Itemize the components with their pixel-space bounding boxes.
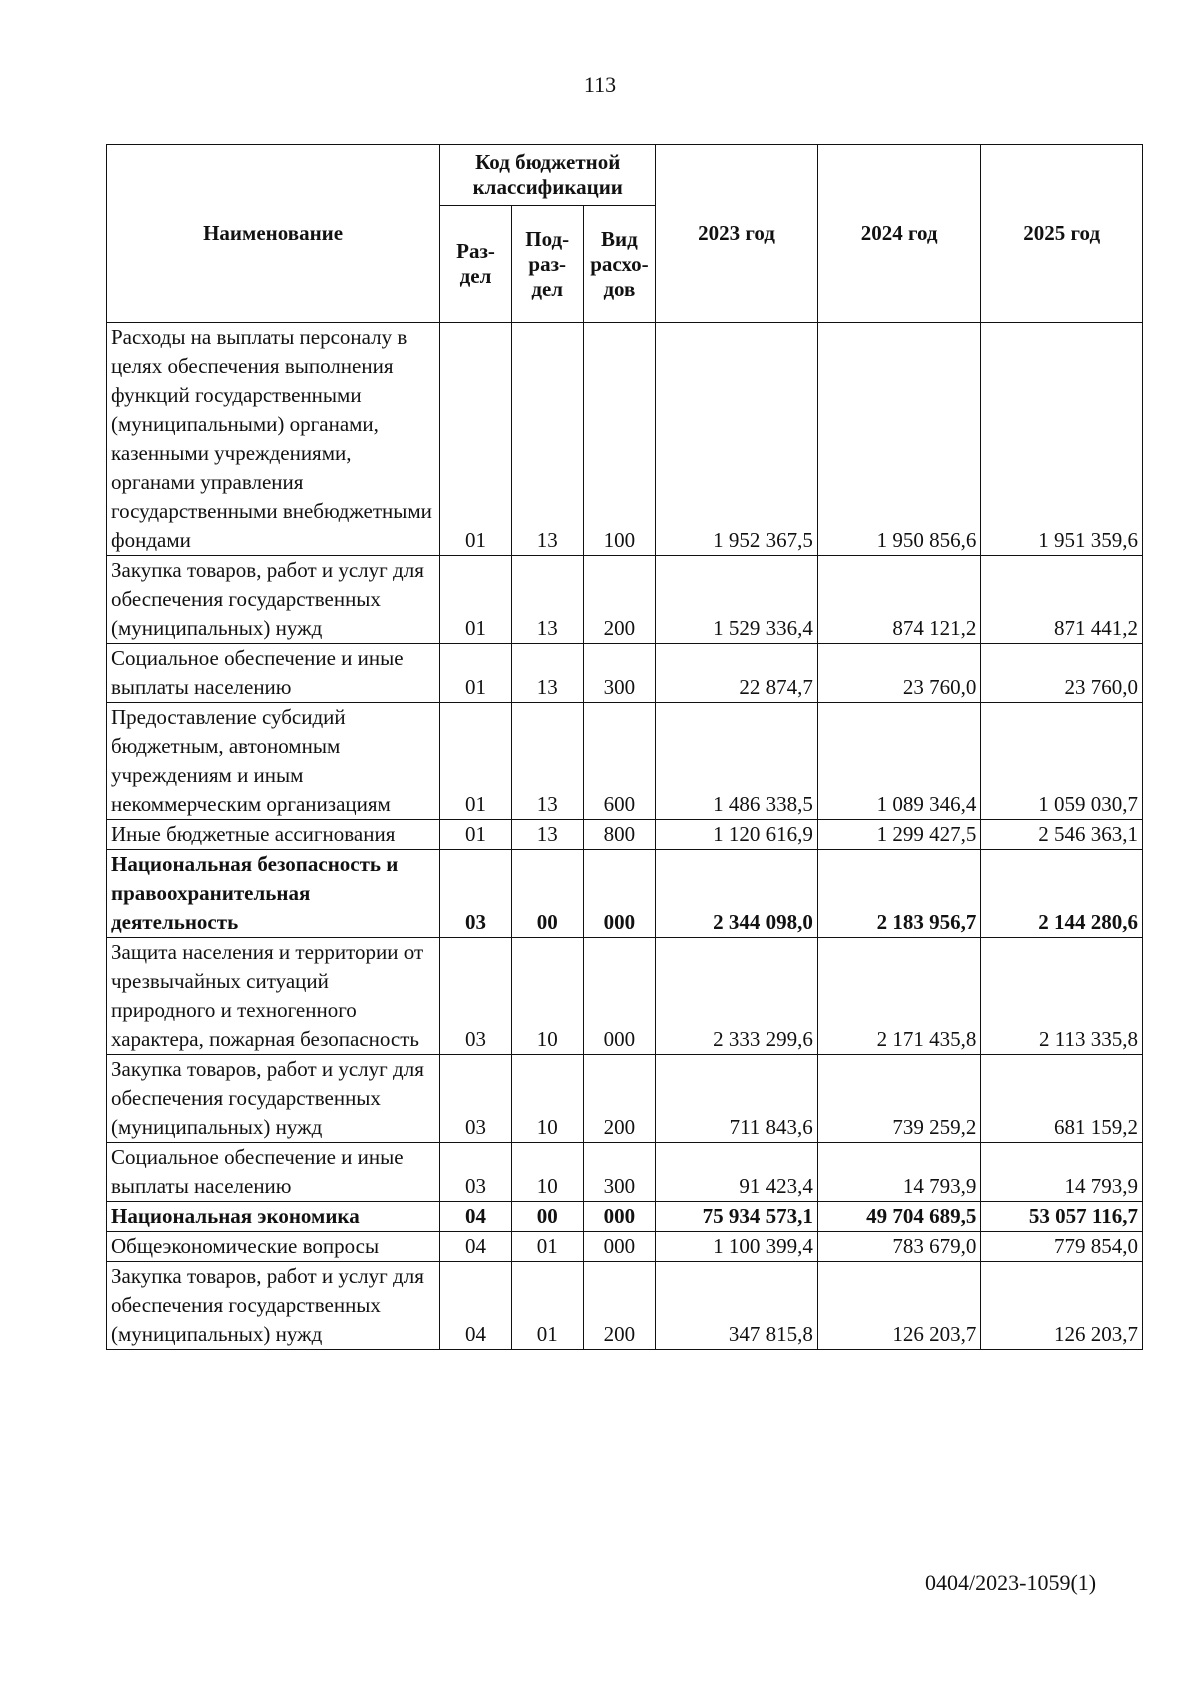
- row-value-2023: 711 843,6: [656, 1055, 818, 1143]
- row-expense-type: 600: [583, 703, 656, 820]
- header-2024: 2024 год: [817, 145, 981, 323]
- header-subsection-label: Под-раз-дел: [525, 226, 570, 301]
- row-expense-type: 000: [583, 938, 656, 1055]
- row-value-2024: 49 704 689,5: [817, 1202, 981, 1232]
- row-subsection: 10: [511, 1055, 583, 1143]
- row-value-2024: 739 259,2: [817, 1055, 981, 1143]
- row-value-2024: 23 760,0: [817, 644, 981, 703]
- row-name: Защита населения и территории от чрезвычайных ситуаций природного и техногенного характера, пожарная безопасность: [107, 938, 440, 1055]
- row-name: Расходы на выплаты персоналу в целях обеспечения выполнения функций государственными (муниципальными) органами, казенными учреждениями, органами управления государственными внебюджетными фондами: [107, 323, 440, 556]
- row-section: 03: [440, 850, 512, 938]
- row-name: Закупка товаров, работ и услуг для обеспечения государственных (муниципальных) нужд: [107, 556, 440, 644]
- row-value-2024: 1 299 427,5: [817, 820, 981, 850]
- row-subsection: 10: [511, 1143, 583, 1202]
- row-section: 03: [440, 938, 512, 1055]
- row-subsection: 13: [511, 644, 583, 703]
- row-value-2024: 2 183 956,7: [817, 850, 981, 938]
- row-name: Социальное обеспечение и иные выплаты населению: [107, 1143, 440, 1202]
- header-2023: 2023 год: [656, 145, 818, 323]
- header-section-label: Раз-дел: [456, 239, 495, 288]
- header-section: [440, 206, 512, 323]
- table-row: [107, 1262, 1143, 1350]
- row-subsection: 13: [511, 703, 583, 820]
- row-expense-type: 100: [583, 323, 656, 556]
- row-value-2025: 14 793,9: [981, 1143, 1143, 1202]
- row-value-2025: 2 144 280,6: [981, 850, 1143, 938]
- row-subsection: 13: [511, 323, 583, 556]
- table-row: [107, 556, 1143, 644]
- row-expense-type: 200: [583, 1055, 656, 1143]
- row-value-2023: 1 486 338,5: [656, 703, 818, 820]
- row-value-2025: 126 203,7: [981, 1262, 1143, 1350]
- page-number: 113: [583, 72, 617, 97]
- row-value-2023: 1 529 336,4: [656, 556, 818, 644]
- row-value-2025: 53 057 116,7: [981, 1202, 1143, 1232]
- row-value-2023: 91 423,4: [656, 1143, 818, 1202]
- row-value-2025: 2 546 363,1: [981, 820, 1143, 850]
- table-row: [107, 820, 1143, 850]
- header-expense-type-label: Вид расхо-дов: [590, 226, 649, 301]
- document-code: 0404/2023-1059(1): [925, 1570, 1097, 1595]
- row-value-2023: 75 934 573,1: [656, 1202, 818, 1232]
- row-expense-type: 000: [583, 1232, 656, 1262]
- header-2025: 2025 год: [981, 145, 1143, 323]
- header-code-group: Код бюджетной классификации: [440, 145, 656, 206]
- table-row: [107, 938, 1143, 1055]
- row-section: 01: [440, 644, 512, 703]
- table-row: [107, 850, 1143, 938]
- row-expense-type: 200: [583, 556, 656, 644]
- row-value-2024: 1 089 346,4: [817, 703, 981, 820]
- row-name: Национальная экономика: [107, 1202, 440, 1232]
- row-section: 01: [440, 820, 512, 850]
- row-section: 04: [440, 1202, 512, 1232]
- row-name: Иные бюджетные ассигнования: [107, 820, 440, 850]
- row-subsection: 01: [511, 1262, 583, 1350]
- table-header: [107, 145, 1143, 323]
- row-value-2024: 874 121,2: [817, 556, 981, 644]
- row-value-2024: 126 203,7: [817, 1262, 981, 1350]
- row-subsection: 00: [511, 1202, 583, 1232]
- row-value-2025: 2 113 335,8: [981, 938, 1143, 1055]
- row-name: Закупка товаров, работ и услуг для обеспечения государственных (муниципальных) нужд: [107, 1262, 440, 1350]
- row-section: 01: [440, 556, 512, 644]
- row-section: 03: [440, 1143, 512, 1202]
- table-row: [107, 703, 1143, 820]
- row-expense-type: 300: [583, 644, 656, 703]
- header-expense-type: [583, 206, 656, 323]
- row-subsection: 10: [511, 938, 583, 1055]
- row-value-2024: 783 679,0: [817, 1232, 981, 1262]
- table-row: [107, 1202, 1143, 1232]
- row-subsection: 13: [511, 820, 583, 850]
- row-subsection: 13: [511, 556, 583, 644]
- row-name: Общеэкономические вопросы: [107, 1232, 440, 1262]
- row-value-2024: 14 793,9: [817, 1143, 981, 1202]
- row-section: 03: [440, 1055, 512, 1143]
- table-body: [107, 323, 1143, 1350]
- row-section: 04: [440, 1232, 512, 1262]
- row-subsection: 01: [511, 1232, 583, 1262]
- row-section: 04: [440, 1262, 512, 1350]
- row-value-2023: 22 874,7: [656, 644, 818, 703]
- row-value-2023: 1 100 399,4: [656, 1232, 818, 1262]
- row-value-2023: 1 120 616,9: [656, 820, 818, 850]
- table-row: [107, 323, 1143, 556]
- row-value-2023: 1 952 367,5: [656, 323, 818, 556]
- row-value-2025: 23 760,0: [981, 644, 1143, 703]
- row-name: Социальное обеспечение и иные выплаты населению: [107, 644, 440, 703]
- row-value-2023: 2 333 299,6: [656, 938, 818, 1055]
- row-value-2023: 347 815,8: [656, 1262, 818, 1350]
- row-name: Закупка товаров, работ и услуг для обеспечения государственных (муниципальных) нужд: [107, 1055, 440, 1143]
- header-subsection: [511, 206, 583, 323]
- row-subsection: 00: [511, 850, 583, 938]
- row-name: Национальная безопасность и правоохранительная деятельность: [107, 850, 440, 938]
- row-value-2025: 1 059 030,7: [981, 703, 1143, 820]
- row-section: 01: [440, 703, 512, 820]
- row-value-2025: 779 854,0: [981, 1232, 1143, 1262]
- row-value-2025: 1 951 359,6: [981, 323, 1143, 556]
- row-value-2024: 2 171 435,8: [817, 938, 981, 1055]
- row-value-2023: 2 344 098,0: [656, 850, 818, 938]
- table-row: [107, 1232, 1143, 1262]
- row-value-2025: 681 159,2: [981, 1055, 1143, 1143]
- row-expense-type: 200: [583, 1262, 656, 1350]
- table-row: [107, 1055, 1143, 1143]
- table-row: [107, 1143, 1143, 1202]
- row-expense-type: 800: [583, 820, 656, 850]
- row-expense-type: 000: [583, 850, 656, 938]
- budget-table: [106, 144, 1143, 1350]
- row-value-2025: 871 441,2: [981, 556, 1143, 644]
- header-name: Наименование: [107, 145, 440, 323]
- row-value-2024: 1 950 856,6: [817, 323, 981, 556]
- row-expense-type: 000: [583, 1202, 656, 1232]
- table-row: [107, 644, 1143, 703]
- row-name: Предоставление субсидий бюджетным, автономным учреждениям и иным некоммерческим организациям: [107, 703, 440, 820]
- row-section: 01: [440, 323, 512, 556]
- row-expense-type: 300: [583, 1143, 656, 1202]
